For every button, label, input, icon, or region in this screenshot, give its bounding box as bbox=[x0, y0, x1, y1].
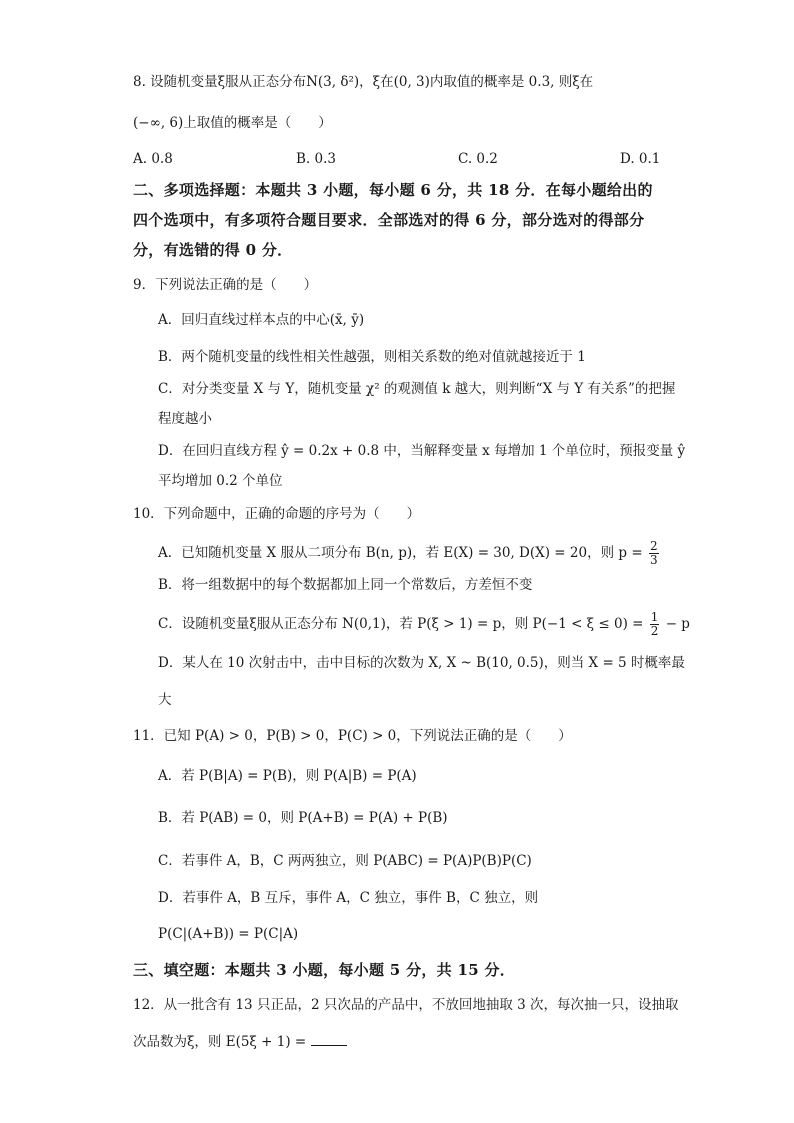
q8-stem-line1: 8. 设随机变量ξ服从正态分布N(3, δ²)，ξ在(0, 3)内取值的概率是 0.3, 则ξ在 bbox=[133, 74, 594, 90]
q9-option-b: B．两个随机变量的线性相关性越强，则相关系数的绝对值就越接近于 1 bbox=[158, 349, 586, 365]
q12-line2-text: 次品数为ξ，则 E(5ξ + 1) = bbox=[133, 1034, 307, 1050]
q9-option-a: A．回归直线过样本点的中心(x̄, ȳ) bbox=[158, 312, 365, 328]
q12-answer-blank[interactable] bbox=[311, 1031, 347, 1046]
q11-option-a: A．若 P(B|A) = P(B)，则 P(A|B) = P(A) bbox=[158, 768, 417, 784]
q10-stem: 10．下列命题中，正确的命题的序号为（ ） bbox=[133, 506, 421, 522]
q10-option-c-fraction bbox=[650, 611, 660, 638]
q8-option-c: C. 0.2 bbox=[458, 151, 498, 167]
q10-option-a-text: A．已知随机变量 X 服从二项分布 B(n, p)，若 E(X) = 30, D(X) = 20，则 p = bbox=[158, 545, 643, 561]
q10-option-a-fraction bbox=[649, 540, 659, 567]
q10-option-b: B．将一组数据中的每个数据都加上同一个常数后，方差恒不变 bbox=[158, 577, 533, 593]
q10-option-c-tail: − p bbox=[665, 616, 690, 632]
q11-option-d-line2: P(C|(A+B)) = P(C|A) bbox=[158, 926, 299, 942]
q9-option-d-line1: D．在回归直线方程 ŷ = 0.2x + 0.8 中，当解释变量 x 每增加 1 个单位时，预报变量 ŷ bbox=[158, 443, 686, 459]
q11-option-b: B．若 P(AB) = 0，则 P(A+B) = P(A) + P(B) bbox=[158, 810, 448, 826]
section-2-line2: 四个选项中，有多项符合题目要求．全部选对的得 6 分，部分选对的得部分 bbox=[133, 211, 645, 229]
q8-option-a: A. 0.8 bbox=[133, 151, 173, 167]
section-2-line1: 二、多项选择题：本题共 3 小题，每小题 6 分，共 18 分．在每小题给出的 bbox=[133, 181, 653, 199]
q10-option-c-numerator: 1 bbox=[650, 610, 659, 624]
q11-option-d-line1: D．若事件 A，B 互斥，事件 A，C 独立，事件 B，C 独立，则 bbox=[158, 890, 539, 906]
q9-option-d-line2: 平均增加 0.2 个单位 bbox=[158, 473, 283, 489]
q12-line2 bbox=[133, 1031, 347, 1051]
section-2-line3: 分，有选错的得 0 分． bbox=[133, 241, 293, 259]
q10-option-a bbox=[158, 540, 661, 567]
q10-option-d-line2: 大 bbox=[158, 692, 172, 708]
q8-option-d: D. 0.1 bbox=[620, 151, 661, 167]
q10-option-a-denominator: 3 bbox=[649, 553, 658, 567]
q11-stem: 11．已知 P(A) > 0，P(B) > 0，P(C) > 0，下列说法正确的是（ ） bbox=[133, 728, 572, 744]
q10-option-c-text: C．设随机变量ξ服从正态分布 N(0,1)，若 P(ξ > 1) = p，则 P(−1 < ξ ≤ 0) = bbox=[158, 616, 644, 632]
q9-option-c-line2: 程度越小 bbox=[158, 411, 212, 427]
q8-stem-line2: (−∞, 6)上取值的概率是（ ） bbox=[133, 115, 332, 131]
q8-option-b: B. 0.3 bbox=[296, 151, 336, 167]
section-3-title: 三、填空题：本题共 3 小题，每小题 5 分，共 15 分． bbox=[133, 961, 516, 979]
q10-option-c-denominator: 2 bbox=[650, 624, 659, 638]
q10-option-c bbox=[158, 611, 690, 638]
q9-option-c-line1: C．对分类变量 X 与 Y，随机变量 χ² 的观测值 k 越大，则判断“X 与 Y 有关系”的把握 bbox=[158, 381, 676, 397]
q9-stem: 9．下列说法正确的是（ ） bbox=[133, 277, 318, 293]
q10-option-a-numerator: 2 bbox=[649, 539, 658, 553]
q12-line1: 12．从一批含有 13 只正品，2 只次品的产品中，不放回地抽取 3 次，每次抽一只，设抽取 bbox=[133, 997, 679, 1013]
q10-option-d-line1: D．某人在 10 次射击中，击中目标的次数为 X, X ~ B(10, 0.5)，则当 X = 5 时概率最 bbox=[158, 655, 685, 671]
q11-option-c: C．若事件 A，B，C 两两独立，则 P(ABC) = P(A)P(B)P(C) bbox=[158, 853, 532, 869]
